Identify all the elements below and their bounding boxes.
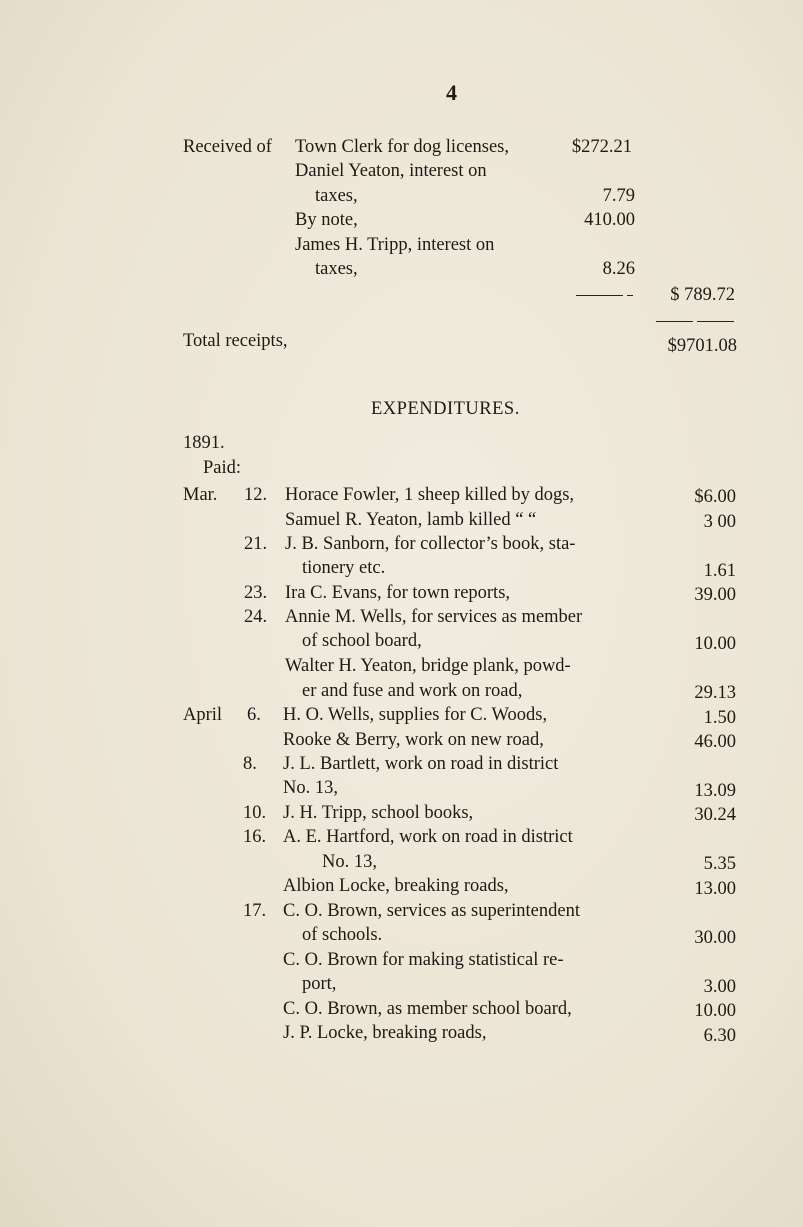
entry-amount: 30.00 xyxy=(694,928,736,948)
entry-amount: 5.35 xyxy=(703,854,736,874)
entry-amount: 29.13 xyxy=(694,683,736,703)
entry-text: C. O. Brown for making statistical re- xyxy=(283,950,564,970)
entry-text: J. B. Sanborn, for collector’s book, sta- xyxy=(285,534,576,554)
total-receipts-amount: $9701.08 xyxy=(667,336,737,356)
entry-day: 23. xyxy=(244,583,268,603)
entry-day: 12. xyxy=(244,485,268,505)
entry-text: Walter H. Yeaton, bridge plank, powd- xyxy=(285,656,571,676)
receipt-line-amount: $272.21 xyxy=(571,137,632,157)
entry-text: C. O. Brown, services as superintendent xyxy=(283,901,580,921)
entry-amount: 6.30 xyxy=(703,1026,736,1046)
receipt-line-text: Town Clerk for dog licenses, xyxy=(295,137,509,157)
received-of-label: Received of xyxy=(183,137,272,157)
entry-day: 17. xyxy=(243,901,267,921)
subtotal-rule-dash xyxy=(627,295,633,296)
entry-amount: 10.00 xyxy=(694,634,736,654)
entry-day: 16. xyxy=(243,827,267,847)
entry-day: 10. xyxy=(243,803,267,823)
entry-amount: 3 00 xyxy=(703,512,736,532)
entry-amount: 46.00 xyxy=(694,732,736,752)
entry-text: Ira C. Evans, for town reports, xyxy=(285,583,511,603)
entry-day: 24. xyxy=(244,607,268,627)
entry-amount: 39.00 xyxy=(694,585,736,605)
entry-amount: 3.00 xyxy=(703,977,736,997)
receipt-line-amount: 8.26 xyxy=(602,259,635,279)
receipt-line-amount: 410.00 xyxy=(584,210,635,230)
total-receipts-label: Total receipts, xyxy=(183,331,288,351)
receipt-line-amount: 7.79 xyxy=(602,186,635,206)
entry-text: Samuel R. Yeaton, lamb killed “ “ xyxy=(285,510,537,530)
expenditures-heading: EXPENDITURES. xyxy=(371,399,520,419)
entry-amount: 10.00 xyxy=(694,1001,736,1021)
receipts-subtotal: $ 789.72 xyxy=(670,285,735,305)
total-rule-left xyxy=(656,321,693,322)
entry-text: J. L. Bartlett, work on road in district xyxy=(283,754,559,774)
entry-text-cont: er and fuse and work on road, xyxy=(302,681,523,701)
receipt-line-text: Daniel Yeaton, interest on xyxy=(295,161,487,181)
entry-text-cont: of schools. xyxy=(302,925,383,945)
entry-text: J. H. Tripp, school books, xyxy=(283,803,474,823)
subtotal-rule xyxy=(576,295,623,296)
entry-amount: 1.61 xyxy=(703,561,736,581)
entry-text-cont: of school board, xyxy=(302,631,422,651)
entry-text-cont: No. 13, xyxy=(283,778,338,798)
entry-text: Albion Locke, breaking roads, xyxy=(283,876,509,896)
entry-month: April xyxy=(183,705,223,725)
entry-text: A. E. Hartford, work on road in district xyxy=(283,827,573,847)
entry-amount: 13.09 xyxy=(694,781,736,801)
total-rule-right xyxy=(697,321,734,322)
paid-label: Paid: xyxy=(203,458,242,478)
entry-day: 6. xyxy=(247,705,261,725)
entry-day: 21. xyxy=(244,534,268,554)
entry-amount: 30.24 xyxy=(694,805,736,825)
entry-amount: $6.00 xyxy=(694,487,736,507)
entry-amount: 1.50 xyxy=(703,708,736,728)
entry-text: H. O. Wells, supplies for C. Woods, xyxy=(283,705,548,725)
entry-text-cont: tionery etc. xyxy=(302,558,386,578)
receipt-line-text: taxes, xyxy=(315,259,358,279)
entry-day: 8. xyxy=(243,754,257,774)
entry-text: Horace Fowler, 1 sheep killed by dogs, xyxy=(285,485,575,505)
entry-text: J. P. Locke, breaking roads, xyxy=(283,1023,487,1043)
entry-text: Annie M. Wells, for services as member xyxy=(285,607,583,627)
receipt-line-text: By note, xyxy=(295,210,358,230)
entry-text: C. O. Brown, as member school board, xyxy=(283,999,572,1019)
page-number: 4 xyxy=(446,80,457,105)
year-label: 1891. xyxy=(183,433,225,453)
entry-text-cont: No. 13, xyxy=(322,852,377,872)
entry-month: Mar. xyxy=(183,485,218,505)
receipt-line-text: James H. Tripp, interest on xyxy=(295,235,495,255)
receipt-line-text: taxes, xyxy=(315,186,358,206)
entry-text-cont: port, xyxy=(302,974,337,994)
entry-text: Rooke & Berry, work on new road, xyxy=(283,730,544,750)
entry-amount: 13.00 xyxy=(694,879,736,899)
